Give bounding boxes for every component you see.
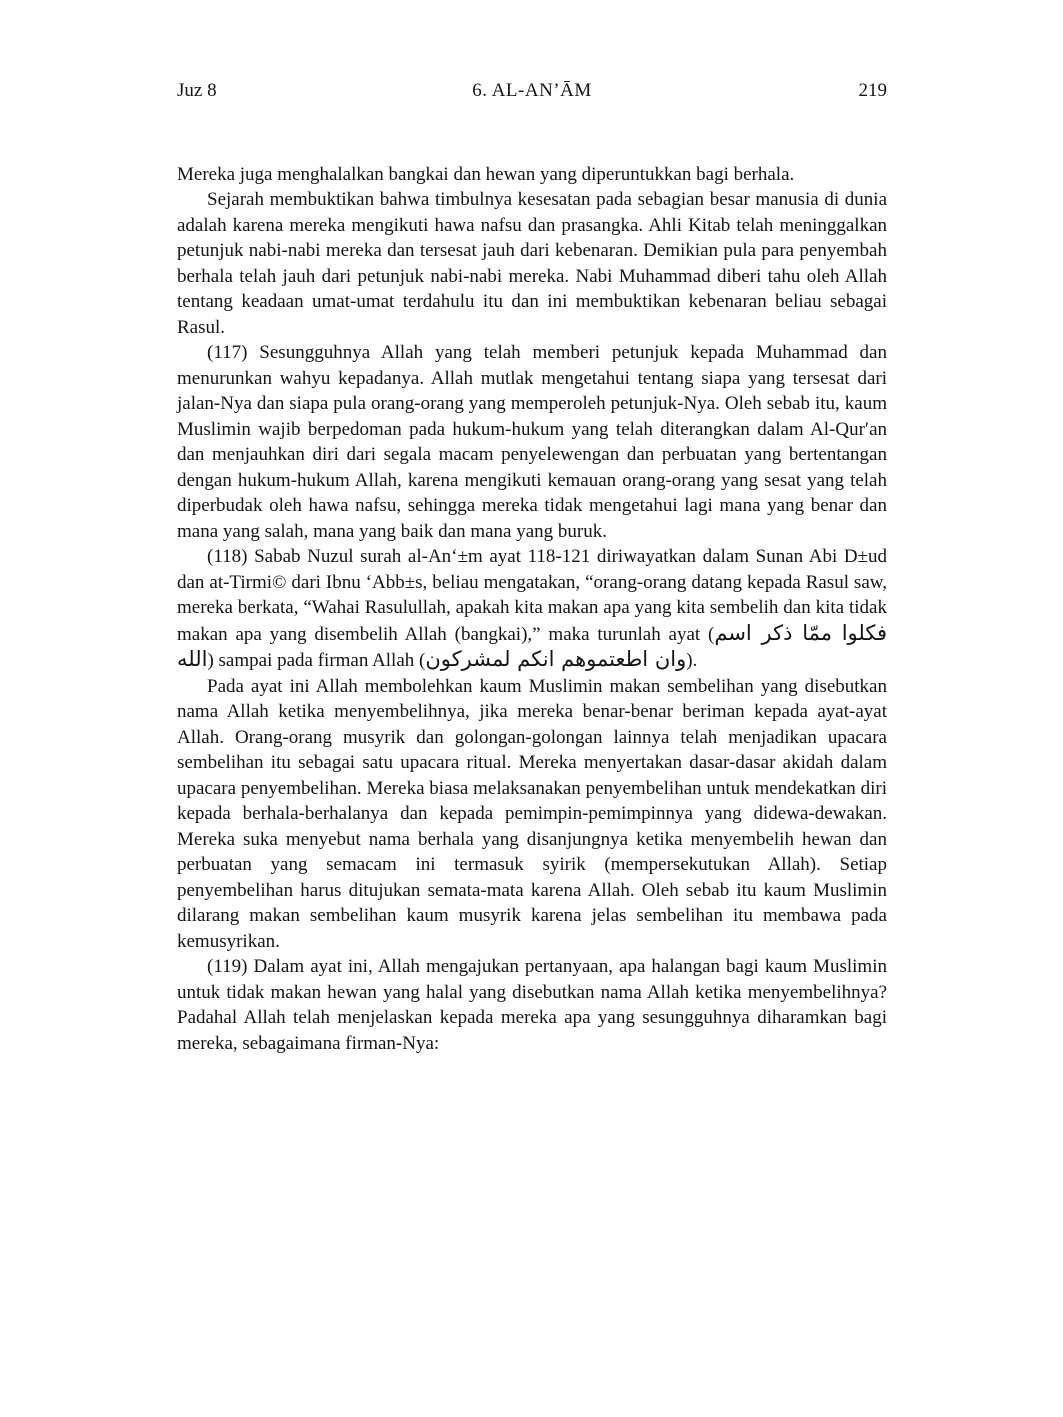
header-juz-label: Juz 8	[177, 80, 217, 101]
paragraph-118-text-3: ).	[686, 650, 698, 671]
header-surah-title: 6. AL-AN’ĀM	[472, 80, 592, 101]
paragraph-118-text-2: ) sampai pada firman Allah (	[207, 650, 426, 671]
paragraph-continuation: Mereka juga menghalalkan bangkai dan hewan yang diperuntukkan bagi berhala.	[177, 163, 795, 185]
page-body	[177, 162, 887, 1057]
paragraph-ayat-118-commentary: Pada ayat ini Allah membolehkan kaum Muslimin makan sembelihan yang disebutkan nama Allah ketika menyembelihnya, jika mereka benar-benar beriman kepada ayat-ayat Allah. Orang-orang musyrik dan golongan-golongan lainnya telah menjadikan upacara sembelihan itu sebagai satu upacara ritual. Mereka menyertakan dasar-dasar akidah dalam upacara penyembelihan. Mereka biasa melaksanakan penyembelihan untuk mendekatkan diri kepada berhala-berhalanya dan kepada pemimpin-pemimpinnya yang didewa-dewakan. Mereka suka menyebut nama berhala yang disanjungnya ketika menyembelih hewan dan perbuatan yang semacam ini termasuk syirik (mempersekutukan Allah). Setiap penyembelihan harus ditujukan semata-mata karena Allah. Oleh sebab itu kaum Muslimin dilarang makan sembelihan kaum musyrik karena jelas sembelihan itu membawa pada kemusyrikan.	[177, 675, 887, 952]
header-page-number: 219	[858, 80, 887, 101]
paragraph-ayat-119: (119) Dalam ayat ini, Allah mengajukan pertanyaan, apa halangan bagi kaum Muslimin untuk tidak makan hewan yang halal yang disebutkan nama Allah ketika menyembelihnya? Padahal Allah telah menjelaskan kepada mereka apa yang sesungguhnya diharamkan bagi mereka, sebagaimana firman-Nya:	[177, 956, 887, 1054]
paragraph-ayat-118-sabab-nuzul	[177, 544, 887, 674]
page-header	[177, 78, 887, 104]
arabic-quote-wain-atatumuhum: وان اطعتموهم انكم لمشركون	[425, 647, 687, 671]
paragraph-118-text-1: (118) Sabab Nuzul surah al-An‘±m ayat 118-121 diriwayatkan dalam Sunan Abi D±ud dan at-Tirmi© dari Ibnu ‘Abb±s, beliau mengatakan, “orang-orang datang kepada Rasul saw, mereka berkata, “Wahai Rasulullah, apakah kita makan apa yang kita sembelih dan kita tidak makan apa yang disembelih Allah (bangkai),” maka turunlah ayat (	[177, 546, 887, 645]
paragraph-ayat-117: (117) Sesungguhnya Allah yang telah memberi petunjuk kepada Muhammad dan menurunkan wahyu kepadanya. Allah mutlak mengetahui tentang siapa yang tersesat dari jalan-Nya dan siapa pula orang-orang yang memperoleh petunjuk-Nya. Oleh sebab itu, kaum Muslimin wajib berpedoman pada hukum-hukum yang telah diterangkan dalam Al-Qur′an dan menjauhkan diri dari segala macam penyelewengan dan perbuatan yang bertentangan dengan hukum-hukum Allah, karena mengikuti kemauan orang-orang yang sesat yang telah diperbudak oleh hawa nafsu, sehingga mereka tidak mengetahui lagi mana yang benar dan mana yang salah, mana yang baik dan mana yang buruk.	[177, 342, 887, 542]
paragraph-sejarah: Sejarah membuktikan bahwa timbulnya kesesatan pada sebagian besar manusia di dunia adalah karena mereka mengikuti hawa nafsu dan prasangka. Ahli Kitab telah meninggalkan petunjuk nabi-nabi mereka dan tersesat jauh dari kebenaran. Demikian pula para penyembah berhala telah jauh dari petunjuk nabi-nabi mereka. Nabi Muhammad diberi tahu oleh Allah tentang keadaan umat-umat terdahulu itu dan ini membuktikan kebenaran beliau sebagai Rasul.	[177, 189, 887, 338]
arabic-quote-fakulu: فكلوا ممّا ذكر اسم الله	[177, 620, 887, 671]
